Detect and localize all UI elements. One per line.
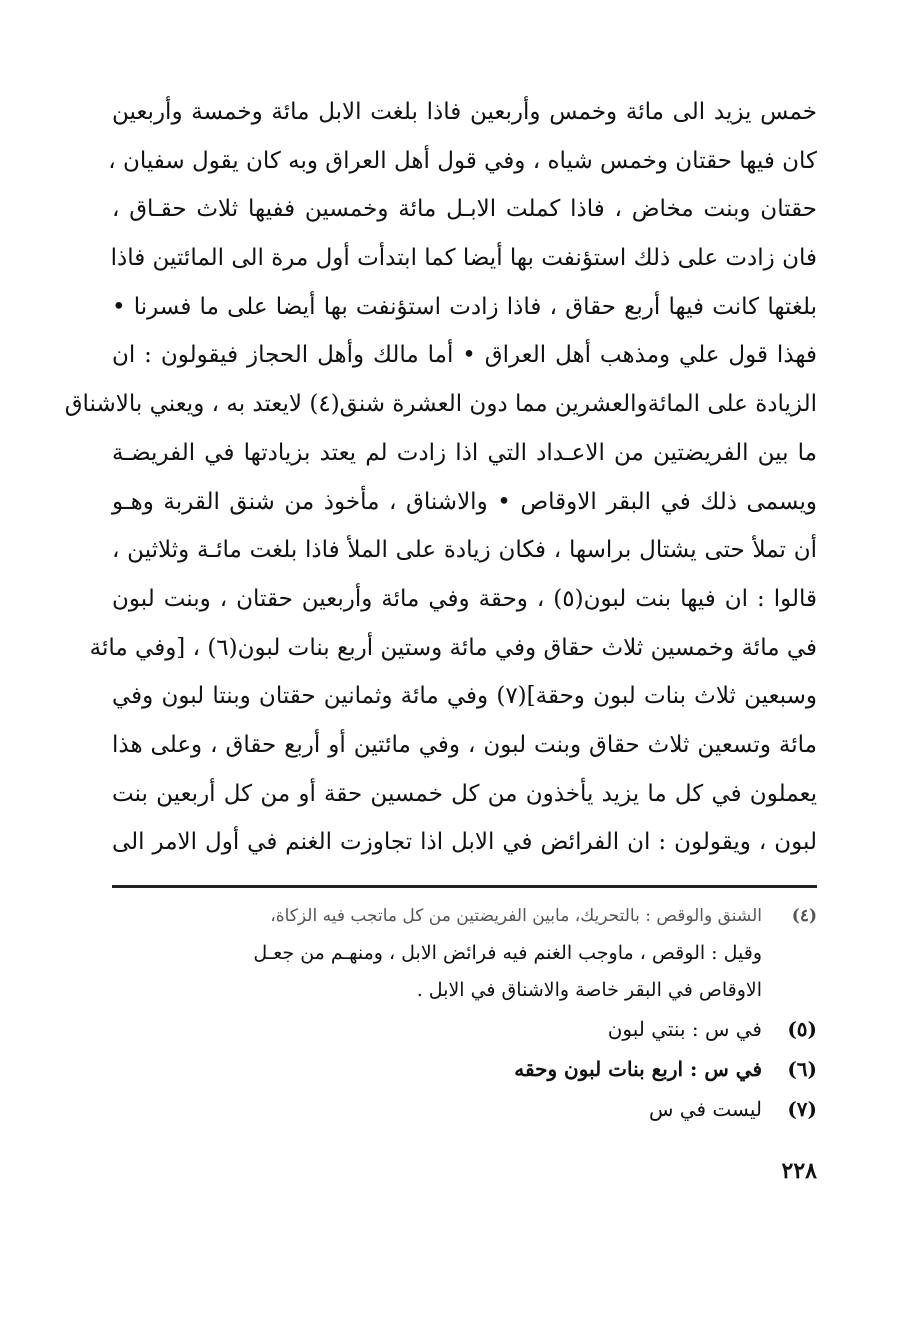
text-line: خمس يزيد الى مائة وخمس وأربعين فاذا بلغت الابل مائة وخمسة وأربعين: [112, 99, 817, 125]
text-line: لبون ، ويقولون : ان الفرائض في الابل اذا تجاوزت الغنم في أول الامر الى: [112, 829, 817, 856]
text-line: في مائة وخمسين ثلاث حقاق وفي مائة وستين أربع بنات لبون(٦) ، [وفي مائة: [89, 634, 817, 661]
footnote-line: الاوقاص في البقر خاصة والاشناق في الابل .: [416, 979, 762, 1001]
footnote-6: [112, 1049, 817, 1089]
text-line: بلغتها كانت فيها أربع حقاق ، فاذا زادت استؤنفت بها أيضا على ما فسرنا •: [112, 293, 817, 320]
footnote-divider: [112, 885, 817, 888]
text-line: أن تملأ حتى يشتال براسها ، فكان زيادة على الملأ فاذا بلغت مائـة وثلاثين ،: [112, 537, 817, 564]
footnote-7: [112, 1089, 817, 1129]
text-line: قالوا : ان فيها بنت لبون(٥) ، وحقة وفي مائة وأربعين حقتان ، وبنت لبون: [112, 585, 817, 612]
text-line: حقتان وبنت مخاض ، فاذا كملت الابـل مائة وخمسين ففيها ثلاث حقـاق ،: [112, 196, 817, 223]
footnote-text: الشنق والوقص : بالتحريك، مابين الفريضتين من كل ماتجب فيه الزكاة،: [270, 906, 762, 926]
footnote-text: ليست في س: [649, 1097, 762, 1121]
text-line: فهذا قول علي ومذهب أهل العراق • أما مالك وأهل الحجاز فيقولون : ان: [112, 342, 817, 369]
footnote-number: (٤): [791, 906, 817, 926]
footnote-number: (٦): [787, 1057, 817, 1081]
page-number: ٢٢٨: [781, 1158, 817, 1184]
footnote-text: في س : اربع بنات لبون وحقه: [514, 1057, 762, 1081]
text-line: ويسمى ذلك في البقر الاوقاص • والاشناق ، مأخوذ من شنق القربة وهـو: [112, 488, 817, 515]
text-line: الزيادة على المائةوالعشرين مما دون العشرة شنق(٤) لايعتد به ، ويعني بالاشناق: [64, 391, 817, 418]
text-line: يعملون في كل ما يزيد يأخذون من كل خمسين حقة أو من كل أربعين بنت: [112, 780, 817, 807]
main-text: [64, 88, 817, 867]
text-line: مائة وتسعين ثلاث حقاق وبنت لبون ، وفي مائتين أو أربع حقاق ، وعلى هذا: [112, 731, 817, 758]
footnote-5: [112, 1009, 817, 1049]
text-line: فان زادت على ذلك استؤنفت بها أيضا كما ابتدأت أول مرة الى المائتين فاذا: [110, 245, 817, 272]
footnote-line: [112, 898, 817, 935]
footnote-number: (٧): [787, 1097, 817, 1121]
footnote-line: وقيل : الوقص ، ماوجب الغنم فيه فرائض الابل ، ومنهـم من جعـل: [253, 942, 762, 964]
footnote-4: [112, 898, 817, 1009]
text-line: ما بين الفريضتين من الاعـداد التي اذا زادت لم يعتد بزيادتها في الفريضـة: [112, 439, 817, 466]
text-line: كان فيها حقتان وخمس شياه ، وفي قول أهل العراق وبه كان يقول سفيان ،: [108, 147, 817, 174]
footnote-text: في س : بنتي لبون: [607, 1017, 762, 1041]
footnotes: [112, 898, 817, 1129]
text-line: وسبعين ثلاث بنات لبون وحقة](٧) وفي مائة وثمانين حقتان وبنتا لبون وفي: [112, 683, 817, 710]
footnote-number: (٥): [787, 1017, 817, 1041]
